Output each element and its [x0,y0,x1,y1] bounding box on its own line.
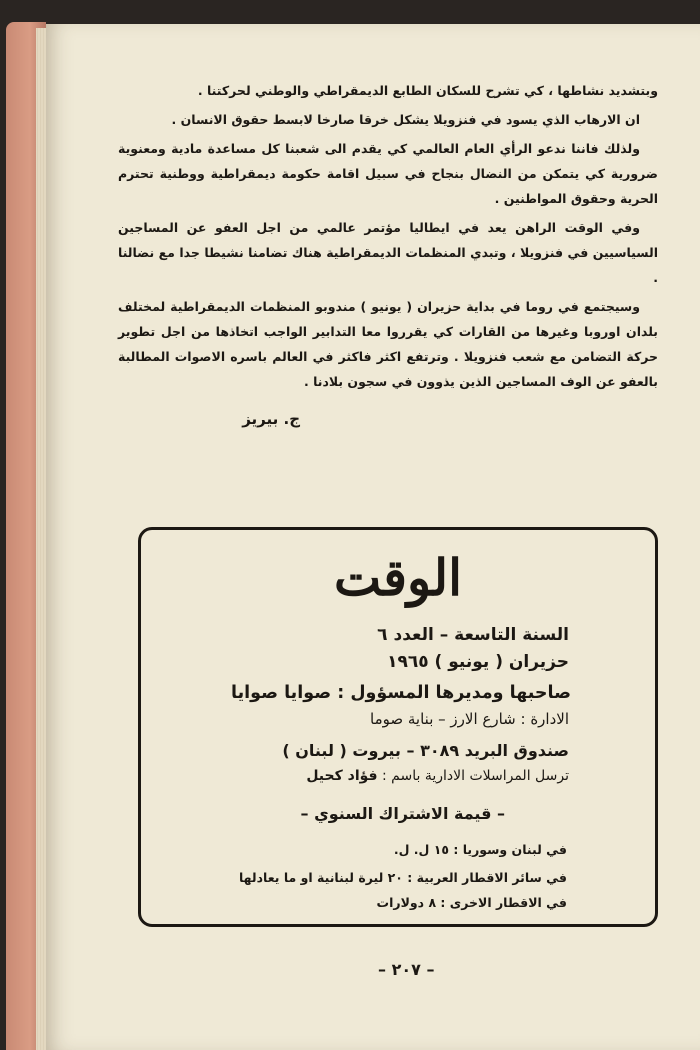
author-signature: ج. بيريز [242,410,300,428]
correspondence-prefix: ترسل المراسلات الادارية باسم : [382,768,569,784]
article-paragraph: ولذلك فاننا ندعو الرأي العام العالمي كي يقدم الى شعبنا كل مساعدة مادية ومعنوية ضرورية كي يتمكن من النضال بنجاح في سبيل اقامة حكومة ديمقراطية ووطنية تحترم الحرية وحقوق المواطنين . [118,141,658,206]
correspondence-name: فؤاد كحيل [306,768,378,784]
subscription-rate: في لبنان وسوريا : ١٥ ل. ل. [393,842,567,857]
year-issue: السنة التاسعة – العدد ٦ [377,625,569,645]
subscription-rate: في الاقطار الاخرى : ٨ دولارات [376,895,567,910]
article-paragraph: وفي الوقت الراهن يعد في ايطاليا مؤتمر عالمي من اجل العفو عن المساجين السياسيين في فنزويلا ، وتبدي المنظمات الديمقراطية هناك تضامنا نشيطا جدا مع نضالنا . [118,220,658,285]
page-number: – ٢٠٧ – [378,960,435,979]
owner-line: صاحبها ومديرها المسؤول : صوايا صوايا [231,683,571,703]
masthead-box [138,527,658,927]
po-box-line: صندوق البريد ٣٠٨٩ – بيروت ( لبنان ) [282,741,569,760]
issue-date: حزيران ( يونيو ) ١٩٦٥ [387,652,569,672]
article-body [118,78,658,398]
article-paragraph: ان الارهاب الذي يسود في فنزويلا يشكل خرقا صارخا لابسط حقوق الانسان . [171,112,640,127]
masthead-title: الوقت [334,548,462,607]
correspondence-line [306,768,569,784]
article-paragraph: وبتشديد نشاطها ، كي تشرح للسكان الطابع الديمقراطي والوطني لحركتنا . [197,83,658,98]
subscription-rate: في سائر الاقطار العربية : ٢٠ ليرة لبنانية او ما يعادلها [238,870,567,885]
administration-address: الادارة : شارع الارز – بناية صوما [370,710,569,728]
subscription-heading: – قيمة الاشتراك السنوي – [300,804,505,823]
article-paragraph: وسيجتمع في روما في بداية حزيران ( يونيو ) مندوبو المنظمات الديمقراطية لمختلف بلدان اوروبا وغيرها من القارات كي يقرروا معا التدابير الواجب اتخاذها من اجل تطوير حركة التضامن مع شعب فنزويلا . وترتفع اكثر فاكثر في العالم باسره الاصوات المطالبة بالعفو عن الوف المساجين الذين يذوون في سجون بلادنا . [118,299,658,389]
